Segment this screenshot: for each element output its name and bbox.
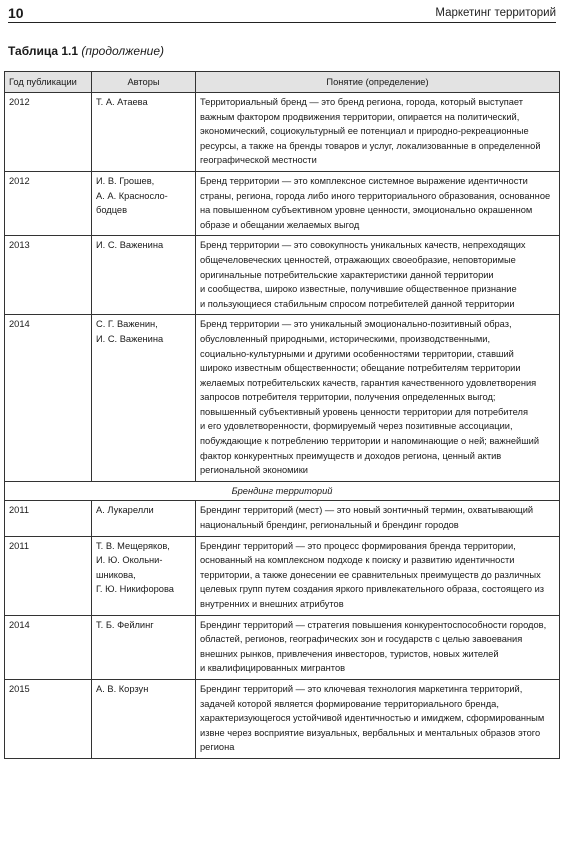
page-header — [8, 2, 556, 23]
table-row — [5, 615, 560, 679]
cell-authors: С. Г. Важенин, И. С. Важенина — [92, 315, 196, 482]
cell-authors: И. С. Важенина — [92, 236, 196, 315]
table-row — [5, 679, 560, 758]
table-header-row — [5, 72, 560, 93]
cell-definition: Брендинг территорий — стратегия повышения конкурентоспособности городов, областей, регионов, географических зон и государств с целью завоевания внешних рынков, привлечения инвесторов, туристов, новых жителей и квалифицированных мигрантов — [196, 615, 560, 679]
cell-definition: Бренд территории — это совокупность уникальных качеств, непреходящих общечеловеческих ценностей, отражающих своеобразие, неповторимые оригинальные потребительские характеристики данной территории и сообщества, широко известные, получившие общественное признание и пользующиеся стабильным спросом потребителей данной территории — [196, 236, 560, 315]
cell-definition: Бренд территории — это комплексное системное выражение идентичности страны, региона, города либо иного территориального образования, основанное на повышенном субъективном уровне ценности, эмоционально окрашенном образе и обещании желаемых выгод — [196, 171, 560, 235]
cell-year: 2014 — [5, 615, 92, 679]
cell-definition: Территориальный бренд — это бренд региона, города, который выступает важным фактором продвижения территории, опирается на политический, экономический, социокультурный ее потенциал и природно-рекреационные ресурсы, а также на бренды товаров и услуг, локализованные в определенной географической местности — [196, 93, 560, 172]
cell-definition: Бренд территории — это уникальный эмоционально-позитивный образ, обусловленный природными, историческими, производственными, социально-культурными и другими особенностями территории, ставший широко известным общественности; обещание потребителям территории желаемых потребительских качеств, гарантия качественного удовлетворения запросов потребителя территории, получения определенных выгод; повышенный субъективный уровень ценности территории для потребителя и его удовлетворенности, формируемый через позитивные ассоциации, побуждающие к потреблению территории и напоминающие о ней; важнейший фактор конкурентных преимуществ и доходов региона, ценный актив региональной экономики — [196, 315, 560, 482]
table-caption — [8, 44, 164, 59]
table-caption-note: (продолжение) — [81, 44, 165, 58]
table-row — [5, 171, 560, 235]
table-row — [5, 536, 560, 615]
cell-year: 2014 — [5, 315, 92, 482]
definitions-table — [4, 71, 560, 759]
cell-authors: Т. А. Атаева — [92, 93, 196, 172]
column-header-definition: Понятие (определение) — [196, 72, 560, 93]
column-header-year: Год публикации — [5, 72, 92, 93]
page-number: 10 — [8, 5, 24, 21]
cell-definition: Брендинг территорий (мест) — это новый зонтичный термин, охватывающий национальный брендинг, региональный и брендинг городов — [196, 501, 560, 536]
cell-year: 2011 — [5, 536, 92, 615]
section-row — [5, 481, 560, 501]
cell-authors: И. В. Грошев, А. А. Краснослo- бодцев — [92, 171, 196, 235]
cell-authors: Т. В. Мещеряков, И. Ю. Окольни- шникова, Г. Ю. Никифорова — [92, 536, 196, 615]
table-row — [5, 236, 560, 315]
running-title: Маркетинг территорий — [435, 7, 556, 19]
table-row — [5, 501, 560, 536]
table-caption-label: Таблица 1.1 — [8, 44, 79, 58]
cell-year: 2012 — [5, 93, 92, 172]
cell-definition: Брендинг территорий — это ключевая технология маркетинга территорий, задачей которой является формирование территориального бренда, характеризующегося устойчивой идентичностью и имиджем, сформированным извне через восприятие визуальных, вербальных и ментальных образов этого региона — [196, 679, 560, 758]
cell-authors: А. В. Корзун — [92, 679, 196, 758]
cell-authors: Т. Б. Фейлинг — [92, 615, 196, 679]
cell-year: 2013 — [5, 236, 92, 315]
cell-year: 2015 — [5, 679, 92, 758]
section-title: Брендинг территорий — [5, 481, 560, 501]
column-header-authors: Авторы — [92, 72, 196, 93]
table-row — [5, 93, 560, 172]
table-row — [5, 315, 560, 482]
cell-year: 2012 — [5, 171, 92, 235]
cell-authors: А. Лукарелли — [92, 501, 196, 536]
cell-year: 2011 — [5, 501, 92, 536]
cell-definition: Брендинг территорий — это процесс формирования бренда территории, основанный на комплексном подходе к поиску и развитию идентичности территории, а также донесении ее сравнительных преимуществ до различных целевых групп путем создания яркого привлекательного образа, состоящего из внутренних и внешних атрибутов — [196, 536, 560, 615]
